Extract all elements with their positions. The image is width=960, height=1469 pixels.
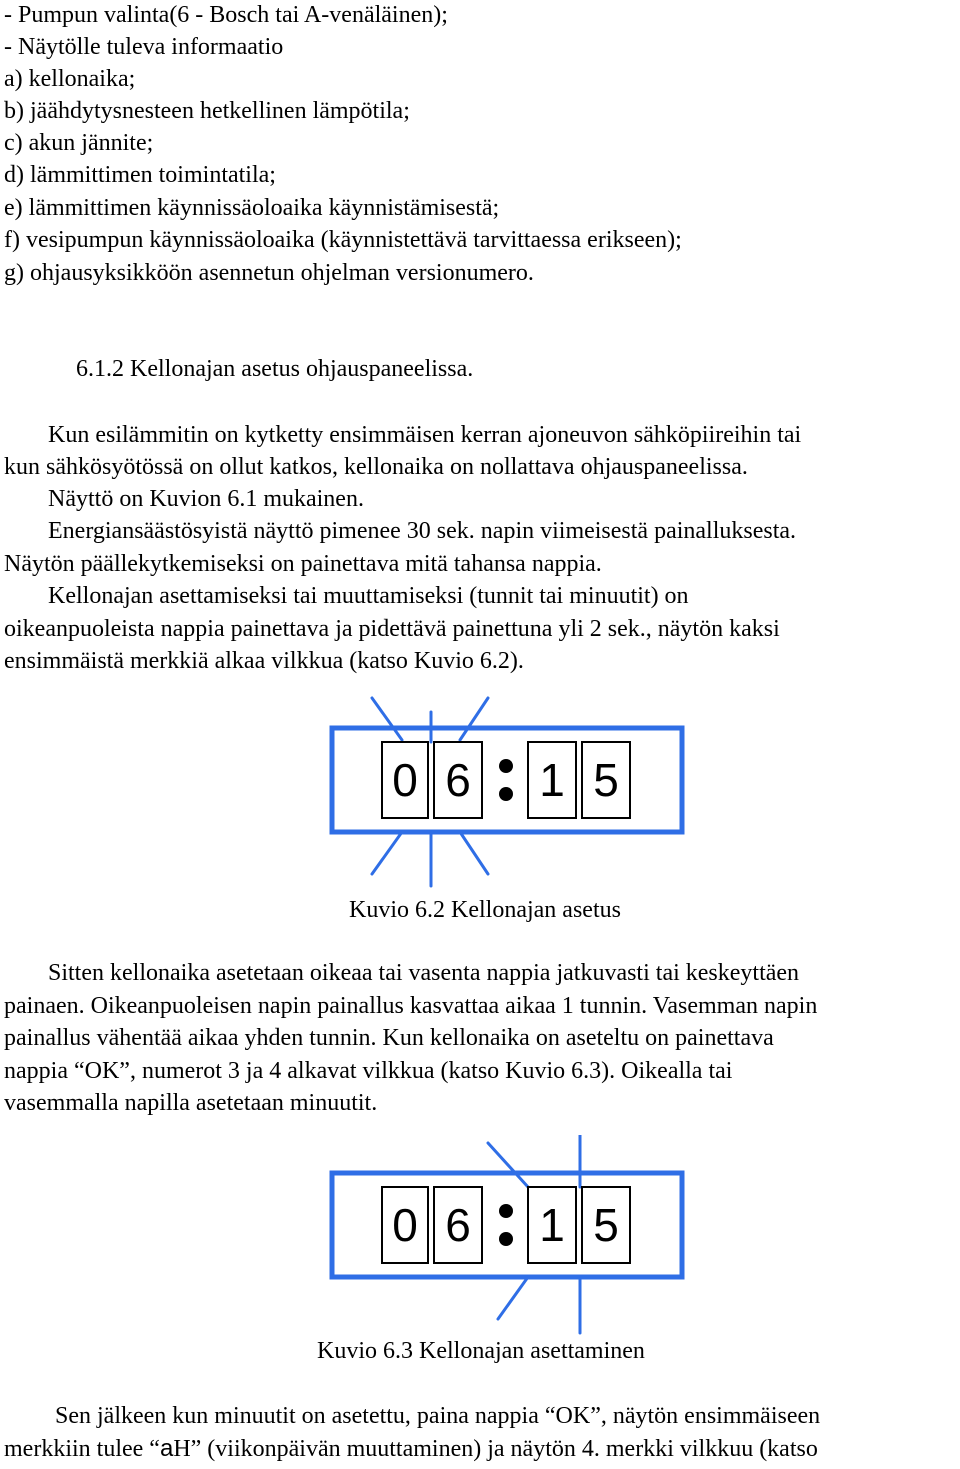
para1-line-4: Energiansäästösyistä näyttö pimenee 30 sek. napin viimeisestä painalluksesta. <box>48 518 797 544</box>
colon <box>499 759 513 801</box>
digit-4: 5 <box>593 1199 619 1251</box>
section-heading: 6.1.2 Kellonajan asetus ohjauspaneelissa. <box>76 356 474 382</box>
clock-display-figure-hours <box>320 690 700 890</box>
clock-display-figure-minutes <box>320 1135 700 1335</box>
para2-line-1: Sitten kellonaika asetetaan oikeaa tai vasenta nappia jatkuvasti tai keskeyttäen <box>48 960 800 986</box>
list-item-b: b) jäähdytysnesteen hetkellinen lämpötila; <box>4 98 410 124</box>
list-item-display-info: - Näytölle tuleva informaatio <box>4 34 284 60</box>
para2-line-4: nappia “OK”, numerot 3 ja 4 alkavat vilkkua (katso Kuvio 6.3). Oikealla tai <box>4 1058 733 1084</box>
list-item-a: a) kellonaika; <box>4 66 136 92</box>
para2-line-2: painaen. Oikeanpuoleisen napin painallus kasvattaa aikaa 1 tunnin. Vasemman napin <box>4 993 818 1019</box>
para1-line-7: oikeanpuoleista nappia painettava ja pidettävä painettuna yli 2 sek., näytön kaksi <box>4 616 780 642</box>
figure-caption-6-2: Kuvio 6.2 Kellonajan asetus <box>349 897 621 923</box>
para3-line-1: Sen jälkeen kun minuutit on asetettu, paina nappia “OK”, näytön ensimmäiseen <box>55 1403 821 1429</box>
para3-line-2 <box>4 1437 818 1461</box>
digit-4: 5 <box>593 754 619 806</box>
digit-2: 6 <box>445 1199 471 1251</box>
list-item-e: e) lämmittimen käynnissäoloaika käynnistämisestä; <box>4 195 500 221</box>
para1-line-5: Näytön päällekytkemiseksi on painettava mitä tahansa nappia. <box>4 551 602 577</box>
digit-1: 0 <box>392 754 418 806</box>
para3-line-2-end: H” (viikonpäivän muuttaminen) ja näytön 4. merkki vilkkuu (katso <box>173 1436 818 1462</box>
digit-1: 0 <box>392 1199 418 1251</box>
figure-caption-6-3: Kuvio 6.3 Kellonajan asettaminen <box>317 1338 645 1364</box>
para3-line-2-start: merkkiin tulee “ <box>4 1436 160 1462</box>
para1-line-6: Kellonajan asettamiseksi tai muuttamiseksi (tunnit tai minuutit) on <box>48 583 689 609</box>
digit-3: 1 <box>539 754 565 806</box>
colon <box>499 1204 513 1246</box>
list-item-c: c) akun jännite; <box>4 130 154 156</box>
list-item-g: g) ohjausyksikköön asennetun ohjelman versionumero. <box>4 260 534 286</box>
para2-line-3: painallus vähentää aikaa yhden tunnin. Kun kellonaika on aseteltu on painettava <box>4 1025 774 1051</box>
para1-line-8: ensimmäistä merkkiä alkaa vilkkua (katso Kuvio 6.2). <box>4 648 524 674</box>
digit-3: 1 <box>539 1199 565 1251</box>
para1-line-1: Kun esilämmitin on kytketty ensimmäisen kerran ajoneuvon sähköpiireihin tai <box>48 422 802 448</box>
display-symbol-a: a <box>159 1435 174 1462</box>
list-item-pump-selection: - Pumpun valinta(6 - Bosch tai A-venäläinen); <box>4 2 448 28</box>
para2-line-5: vasemmalla napilla asetetaan minuutit. <box>4 1090 378 1116</box>
list-item-f: f) vesipumpun käynnissäoloaika (käynnistettävä tarvittaessa erikseen); <box>4 227 682 253</box>
para1-line-3: Näyttö on Kuvion 6.1 mukainen. <box>48 486 364 512</box>
digit-2: 6 <box>445 754 471 806</box>
para1-line-2: kun sähkösyötössä on ollut katkos, kellonaika on nollattava ohjauspaneelissa. <box>4 454 748 480</box>
list-item-d: d) lämmittimen toimintatila; <box>4 162 276 188</box>
